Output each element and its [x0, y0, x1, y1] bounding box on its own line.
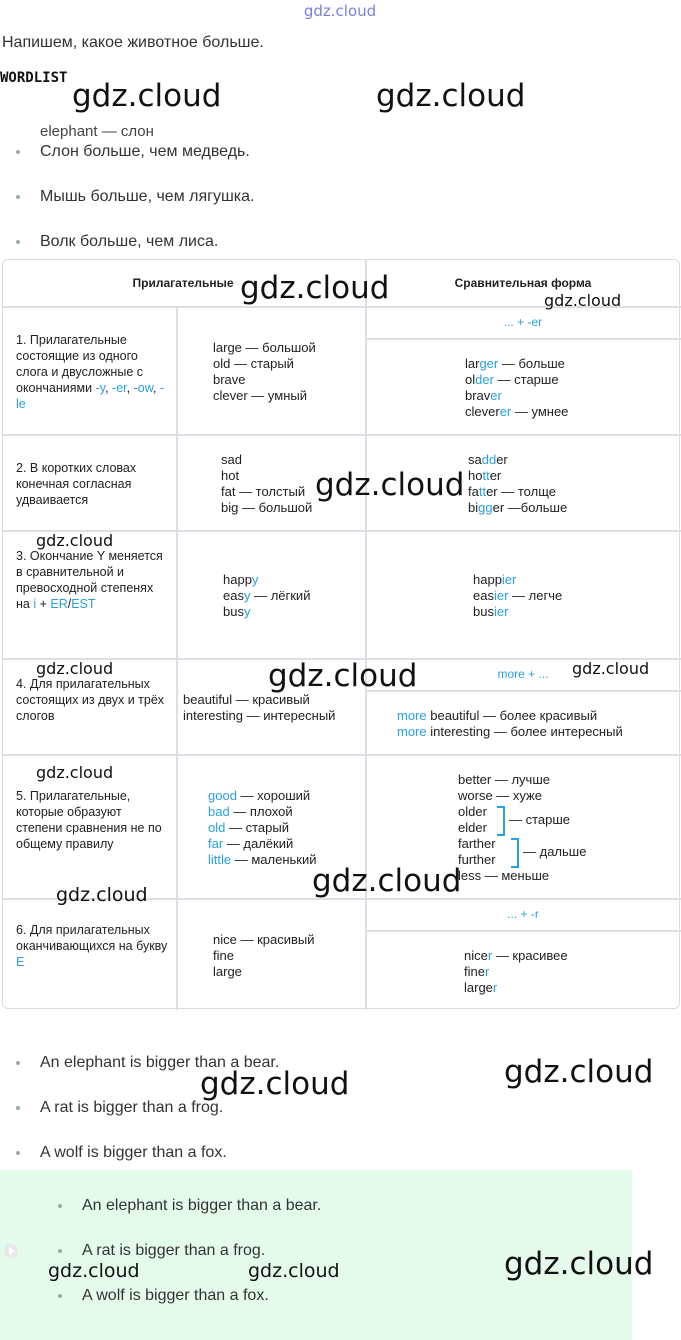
list-item: A wolf is bigger than a fox. — [16, 1141, 279, 1186]
row-5-adjectives: good — хороший bad — плохой old — старый far — далёкий little — маленький — [208, 788, 317, 867]
rule-4: 4. Для прилагательных состоящих из двух и трёх слогов — [16, 677, 165, 723]
row-3-adjectives: happy easy — лёгкий busy — [223, 572, 311, 619]
watermark: gdz.cloud — [312, 863, 462, 899]
row-2-comparatives: sadder hotter fatter — толще bigger —больше — [468, 452, 568, 515]
row-5-comparatives: better — лучше worse — хуже older elder farther further less — меньше — [458, 772, 550, 883]
header-comparative: Сравнительная форма — [454, 276, 592, 290]
rule-5: 5. Прилагательные, которые образуют степени сравнения не по общему правилу — [16, 789, 162, 851]
rule-6-pattern: ... + -r — [507, 907, 539, 921]
list-item: A rat is bigger than a frog. — [16, 1096, 279, 1141]
list-item: An elephant is bigger than a bear. — [16, 1051, 279, 1096]
intro-text: Напишем, какое животное больше. — [2, 34, 264, 51]
watermark: gdz.cloud — [572, 659, 650, 678]
header-adjectives: Прилагательные — [132, 276, 234, 290]
list-item: A wolf is bigger than a fox. — [58, 1284, 321, 1329]
row-1-comparatives: larger — больше older — старше braver cleverer — умнее — [465, 356, 569, 419]
site-mark: gdz.cloud — [303, 2, 377, 20]
watermark: gdz.cloud — [504, 1054, 654, 1090]
list-item: A rat is bigger than a frog. — [58, 1239, 321, 1284]
list-item: An elephant is bigger than a bear. — [58, 1194, 321, 1239]
watermark: gdz.cloud — [48, 1260, 140, 1282]
brace-older-elder — [497, 806, 505, 836]
watermark: gdz.cloud — [36, 659, 114, 678]
play-icon[interactable] — [4, 1244, 18, 1258]
rule-6: 6. Для прилагательных оканчивающихся на букву E — [16, 923, 168, 969]
rule-1-pattern: ... + -er — [503, 315, 543, 329]
rule-2: 2. В коротких словах конечная согласная удваивается — [16, 461, 137, 507]
watermark: gdz.cloud — [72, 78, 222, 114]
row-4-comparatives: more beautiful — более красивый more interesting — более интересный — [397, 708, 623, 739]
russian-sentence-list — [16, 140, 255, 275]
watermark: gdz.cloud — [200, 1066, 350, 1102]
watermark: gdz.cloud — [36, 763, 114, 782]
brace-label-farther: — дальше — [523, 844, 587, 859]
list-item: Волк больше, чем лиса. — [16, 230, 255, 275]
row-1-adjectives: large — большой old — старый brave clever — умный — [213, 340, 316, 403]
list-item: Слон больше, чем медведь. — [16, 140, 255, 185]
watermark: gdz.cloud — [315, 467, 465, 503]
rule-4-pattern: more + ... — [497, 667, 549, 681]
wordlist-title: WORDLIST — [0, 70, 68, 86]
row-6-comparatives: nicer — красивее finer larger — [464, 948, 568, 995]
row-3-comparatives: happier easier — легче busier — [473, 572, 563, 619]
row-4-adjectives: beautiful — красивый interesting — интересный — [183, 692, 336, 723]
watermark: gdz.cloud — [240, 270, 390, 306]
row-2-adjectives: sad hot fat — толстый big — большой — [221, 452, 313, 515]
watermark: gdz.cloud — [376, 78, 526, 114]
row-6-adjectives: nice — красивый fine large — [213, 932, 315, 979]
watermark: gdz.cloud — [544, 291, 622, 310]
watermark: gdz.cloud — [36, 531, 114, 550]
wordlist-cut-line: elephant — слон — [40, 123, 154, 140]
watermark: gdz.cloud — [504, 1246, 654, 1282]
brace-farther-further — [511, 838, 519, 868]
rule-1: 1. Прилагательные состоящие из одного слога и двусложные с окончаниями -y, -er, -ow, -le — [16, 333, 165, 411]
rule-3: 3. Окончание Y меняется в сравнительной и превосходной степенях на i + ER/EST — [16, 549, 163, 611]
brace-label-older: — старше — [509, 812, 571, 827]
watermark: gdz.cloud — [248, 1260, 340, 1282]
watermark: gdz.cloud — [56, 884, 148, 906]
list-item: Мышь больше, чем лягушка. — [16, 185, 255, 230]
watermark: gdz.cloud — [268, 658, 418, 694]
